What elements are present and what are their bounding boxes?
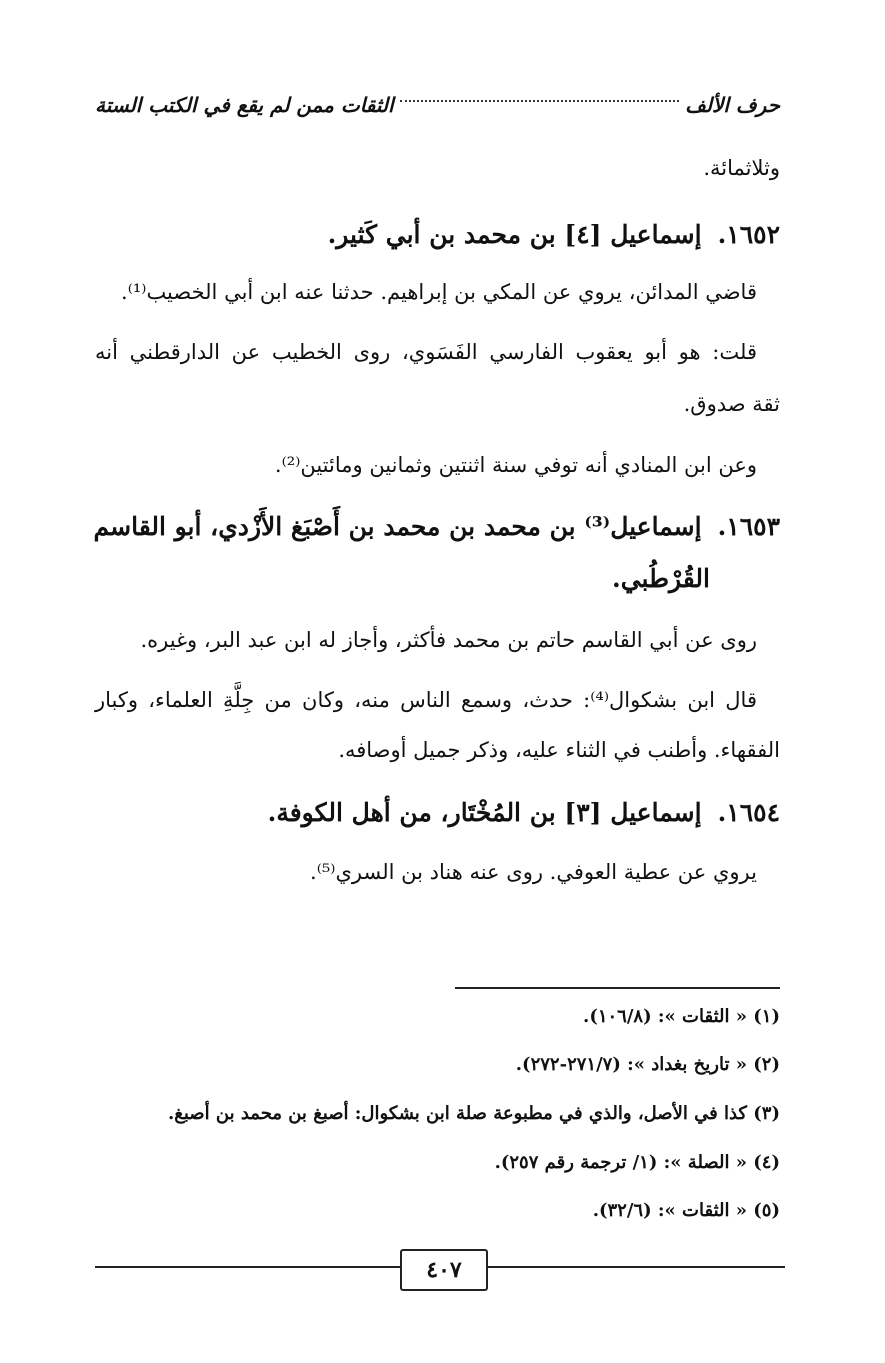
footnote-4: (٤) « الصلة »: (١/ ترجمة رقم ٢٥٧). [494, 1152, 780, 1173]
entry-1652-para-2-line-1: قلت: هو أبو يعقوب الفارسي الفَسَوي، روى الخطيب عن الدارقطني أنه [95, 340, 757, 364]
entry-1652-para-1: قاضي المدائن، يروي عن المكي بن إبراهيم. حدثنا عنه ابن أبي الخصيب⁽¹⁾. [121, 280, 757, 304]
entry-1653-number: ١٦٥٣. [717, 512, 780, 541]
entry-1653-heading [95, 514, 780, 539]
entry-1653-para-2-line-2: الفقهاء. وأطنب في الثناء عليه، وذكر جميل أوصافه. [338, 738, 780, 762]
entry-1652-para-3: وعن ابن المنادي أنه توفي سنة اثنتين وثمانين ومائتين⁽²⁾. [274, 453, 757, 477]
page-number [400, 1249, 488, 1291]
footnote-3: (٣) كذا في الأصل، والذي في مطبوعة صلة ابن بشكوال: أصبغ بن محمد بن أصبغ. [168, 1103, 780, 1124]
entry-1654-title: إسماعيل [٣] بن المُخْتَار، من أهل الكوفة. [267, 798, 702, 827]
intro-tail: وثلاثمائة. [703, 156, 780, 180]
entry-1653-para-1: روى عن أبي القاسم حاتم بن محمد فأكثر، وأجاز له ابن عبد البر، وغيره. [140, 628, 757, 652]
entry-1652-number: ١٦٥٢. [717, 220, 780, 249]
footnote-1: (١) « الثقات »: (١٠٦/٨). [583, 1006, 780, 1027]
entry-1653-title-line-2: القُرْطُبي. [612, 564, 710, 593]
header-chapter: حرف الألف [685, 93, 780, 117]
entry-1652-heading [95, 222, 780, 247]
header-book-title: الثقات ممن لم يقع في الكتب الستة [95, 93, 394, 117]
entry-1653-para-2-line-1: قال ابن بشكوال⁽⁴⁾: حدث، وسمع الناس منه، وكان من جِلَّةِ العلماء، وكبار [95, 688, 757, 712]
footnote-2: (٢) « تاريخ بغداد »: (٢٧١/٧-٢٧٢). [515, 1054, 780, 1075]
entry-1654-heading [95, 800, 780, 825]
running-header [95, 88, 780, 122]
header-dots [400, 100, 680, 102]
entry-1652-title: إسماعيل [٤] بن محمد بن أبي كَثير. [327, 220, 702, 249]
footnote-separator [455, 987, 780, 989]
entry-1652-para-2-line-2: ثقة صدوق. [683, 392, 780, 416]
footnote-5: (٥) « الثقات »: (٣٢/٦). [592, 1200, 780, 1221]
page-number-text: ٤٠٧ [426, 1257, 462, 1283]
entry-1653-title-line-1: إسماعيل⁽³⁾ بن محمد بن محمد بن أَصْبَغ الأَزْدي، أبو القاسم [93, 512, 702, 541]
entry-1654-number: ١٦٥٤. [717, 798, 780, 827]
entry-1654-para-1: يروي عن عطية العوفي. روى عنه هناد بن السري⁽⁵⁾. [310, 860, 757, 884]
